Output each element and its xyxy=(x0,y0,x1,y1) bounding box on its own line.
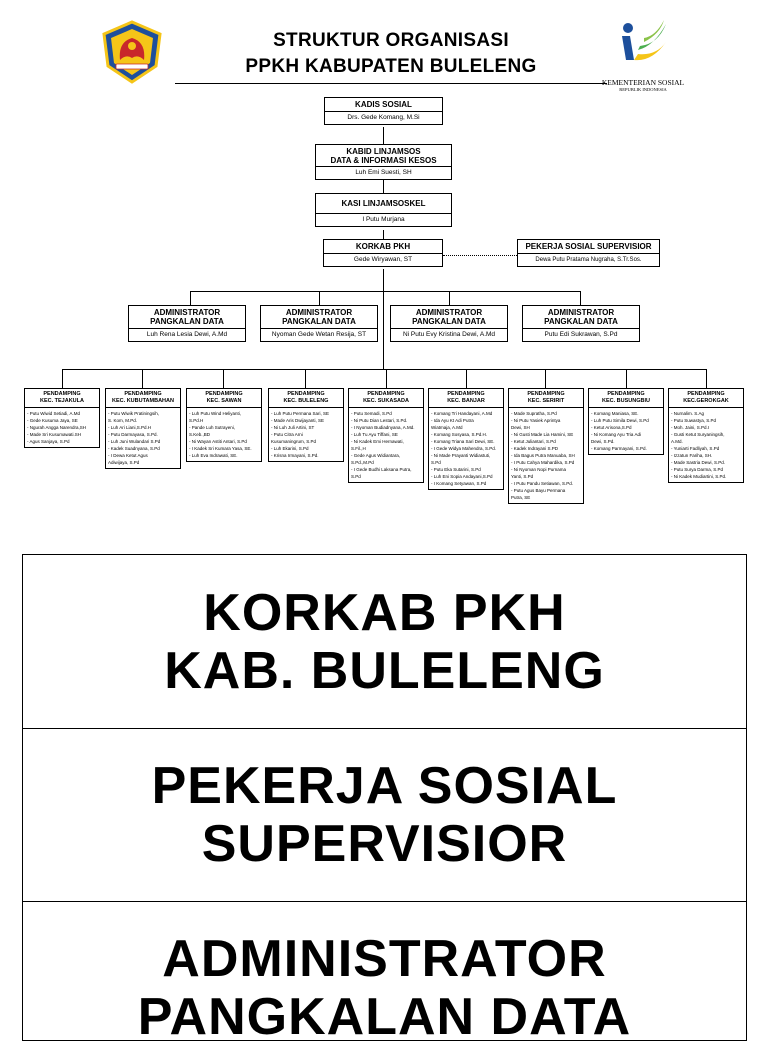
pendamping-member: - Putu Wiwid Setiadi, A.Md xyxy=(27,411,81,416)
pendamping-member-list xyxy=(106,408,180,468)
connector-line xyxy=(319,291,320,305)
pendamping-member: - I Putu Pandu Setiawan, S.Pd. xyxy=(511,481,574,486)
pendamping-title-line1: PENDAMPING xyxy=(287,391,325,397)
connector-line xyxy=(386,369,387,388)
admin-title-line1: ADMINISTRATOR xyxy=(285,308,353,317)
connector-line xyxy=(142,369,143,388)
pendamping-member: - I Komang Setyawan, S.Pd xyxy=(431,481,487,486)
kadis-sosial-box xyxy=(324,97,443,125)
pendamping-member-list xyxy=(187,408,261,461)
pendamping-box xyxy=(668,388,744,483)
pendamping-title-line1: PENDAMPING xyxy=(607,391,645,397)
pendamping-kecamatan: KEC.GEROKGAK xyxy=(683,398,729,404)
pendamping-member: - I Nyoman Budiadnyana, A.Md. xyxy=(351,425,415,430)
connector-line xyxy=(62,369,63,388)
pendamping-member: - Luh Ari Liani,S.Pd.H xyxy=(108,425,152,430)
pendamping-title-line1: PENDAMPING xyxy=(447,391,485,397)
pendamping-member: - Kadek Indrayani S.PD xyxy=(511,446,559,451)
connector-line xyxy=(190,291,581,292)
pendamping-member: - Ni Nyoman Nopi Purnama xyxy=(511,467,567,472)
pendamping-member: - Luh Putu Wind Heliyanti, xyxy=(189,411,242,416)
connector-line xyxy=(383,230,384,239)
pendamping-member: - Komang Tri Handayani, A.Md xyxy=(431,411,493,416)
pendamping-box xyxy=(348,388,424,483)
kadis-name: Drs. Gede Komang, M.Si xyxy=(347,114,420,121)
pendamping-member: - Luh Putu Simila Dewi, S.Pd xyxy=(591,418,649,423)
pendamping-member: S. Kom, M.Pd. xyxy=(108,418,138,423)
pendamping-member-list xyxy=(269,408,343,461)
pendamping-kecamatan: KEC. SAWAN xyxy=(206,398,242,404)
pendamping-member: - Ni Kadek Mudiartini, S.Pd. xyxy=(671,474,727,479)
pendamping-member: - Ni Komang Ayu Tria Adi xyxy=(591,432,641,437)
pendamping-member: - Gusti Ketut Suryaningsih, xyxy=(671,432,725,437)
dotted-connector xyxy=(443,255,517,256)
connector-line xyxy=(305,369,306,388)
pendamping-title-line1: PENDAMPING xyxy=(367,391,405,397)
connector-line xyxy=(466,369,467,388)
connector-line xyxy=(580,291,581,305)
pendamping-member: S.Pd.H xyxy=(189,418,204,423)
label-korkab xyxy=(22,554,747,729)
pendamping-member: - Yuniarti Fadliyah, S.Pd xyxy=(671,446,720,451)
kabid-box xyxy=(315,144,452,180)
pendamping-box xyxy=(588,388,664,455)
admin-name: Ni Putu Evy Kristina Dewi, A.Md xyxy=(402,331,496,338)
pendamping-box xyxy=(186,388,262,462)
connector-line xyxy=(545,369,546,388)
pendamping-member: - Ni Gusti Made Lia Hamini, SE xyxy=(511,432,574,437)
admin-name: Putu Edi Sukrawan, S.Pd xyxy=(544,331,618,338)
pendamping-box xyxy=(24,388,100,448)
pendamping-member-list xyxy=(509,408,583,503)
pendamping-member-list xyxy=(349,408,423,482)
buleleng-emblem xyxy=(98,20,166,84)
kadis-title: KADIS SOSIAL xyxy=(325,98,442,112)
pendamping-member: - Putu Darmayasa, S.Pd. xyxy=(108,432,158,437)
pendamping-member: - Ni Putu Dian Lestari, S.Pd. xyxy=(351,418,408,423)
pendamping-title-line1: PENDAMPING xyxy=(205,391,243,397)
connector-line xyxy=(383,127,384,144)
pendamping-member: - I Putu Cahya Mahardika, S.Pd xyxy=(511,460,575,465)
pendamping-member: - Putu Agus Bayu Permana xyxy=(511,488,566,493)
pendamping-member: S.Pd xyxy=(431,460,441,465)
korkab-title: KORKAB PKH xyxy=(324,240,442,254)
pendamping-member: - Ni Wayan Astiti Antari, S.Pd xyxy=(189,439,247,444)
pendamping-member: - Kadek Suadnyana, S.Pd xyxy=(108,446,160,451)
pendamping-member: S.Pd.,M.Pd xyxy=(351,460,374,465)
label-line2: SUPERVISIOR xyxy=(201,815,568,873)
pendamping-member: - Made Sastria Dewi, S.Pd. xyxy=(671,460,726,465)
kemensos-logo-text: KEMENTERIAN SOSIAL xyxy=(601,78,685,87)
admin-title-line2: PANGKALAN DATA xyxy=(150,317,224,326)
pendamping-member: - Komang Parmayani, S.Pd. xyxy=(591,446,647,451)
pendamping-member: S.Pd xyxy=(351,474,361,479)
pendamping-member: - I Gede Widya Mahendra, S.Pd. xyxy=(431,446,497,451)
pendamping-member: - Putu Eka Sutarini, S.Pd xyxy=(431,467,481,472)
pendamping-member: - Luh Ekarini, S.Pd xyxy=(271,446,309,451)
pendamping-member: - Luh Tu Ayu Tiffani, SE xyxy=(351,432,398,437)
admin-title-line2: PANGKALAN DATA xyxy=(412,317,486,326)
pendamping-kecamatan: KEC. SERIRIT xyxy=(527,398,565,404)
pendamping-title-line1: PENDAMPING xyxy=(687,391,725,397)
pendamping-member: - Gede Kusuma Jaya, SE xyxy=(27,418,78,423)
admin-name: Luh Rena Lesia Dewi, A.Md xyxy=(146,331,228,338)
pendamping-box xyxy=(508,388,584,504)
pendamping-member: - Komang Sosyasa, S.Pd.H. xyxy=(431,432,488,437)
admin-title-line1: ADMINISTRATOR xyxy=(153,308,221,317)
kasi-name: I Putu Murjana xyxy=(362,216,405,223)
pendamping-member: - Moh. Jaini, S.Pd.I xyxy=(671,425,710,430)
pendamping-member: - Made Aris Dwijayanti, SE xyxy=(271,418,325,423)
connector-line xyxy=(223,369,224,388)
pendamping-member: - Ida Ayu Kt Adi Putra xyxy=(431,418,474,423)
pendamping-member-list xyxy=(429,408,503,489)
label-line2: KAB. BULELENG xyxy=(164,641,605,700)
kasi-title: KASI LINJAMSOSKEL xyxy=(316,194,451,214)
pendamping-member: - Krisna Irmayani, S.Pd. xyxy=(271,453,319,458)
pendamping-member: - Komang Triana Sari Dewi, SE. xyxy=(431,439,495,444)
pendamping-kecamatan: KEC. BULELENG xyxy=(283,398,329,404)
kabid-title-line2: DATA & INFORMASI KESOS xyxy=(330,156,437,165)
pendamping-member: Wiatmaja, A.Md xyxy=(431,425,463,430)
label-line1: KORKAB PKH xyxy=(203,583,566,642)
pendamping-member: Adiwijaya, S.Pd xyxy=(108,460,140,465)
connector-line xyxy=(383,179,384,193)
pendamping-member: Dewi, S.Pd. xyxy=(591,439,615,444)
pendamping-member: - Luh Eva Indrawati, SE. xyxy=(189,453,238,458)
pendamping-kecamatan: KEC. TEJAKULA xyxy=(39,398,84,404)
admin-box xyxy=(260,305,378,342)
kabid-title-line1: KABID LINJAMSOS xyxy=(346,147,421,156)
pendamping-title-line1: PENDAMPING xyxy=(527,391,565,397)
pendamping-box xyxy=(268,388,344,462)
pendamping-member: - I Dewa Ketut Agus xyxy=(108,453,148,458)
label-supervisor xyxy=(22,728,747,902)
pendamping-member: - Made Sri Kusumawati.SH xyxy=(27,432,82,437)
pendamping-kecamatan: KEC. KUBUTAMBAHAN xyxy=(112,398,174,404)
pendamping-member: - Putu Surya Darma, S.Pd xyxy=(671,467,724,472)
label-line1: ADMINISTRATOR xyxy=(162,930,607,988)
pendamping-member: - Putu Citra Arni xyxy=(271,432,303,437)
pendamping-kecamatan: KEC. BUSUNGBIU xyxy=(602,398,650,404)
label-line1: PEKERJA SOSIAL xyxy=(151,757,618,815)
pendamping-member-list xyxy=(589,408,663,454)
pendamping-member: - Made Supratha, S.Pd xyxy=(511,411,557,416)
pendamping-member: - Putu Semadi, S.Pd xyxy=(351,411,392,416)
pendamping-kecamatan: KEC. SUKASADA xyxy=(363,398,409,404)
admin-box xyxy=(522,305,640,342)
pendamping-member: S.Fil.,H xyxy=(351,446,366,451)
document-title-line1: STRUKTUR ORGANISASI xyxy=(273,30,509,51)
connector-line xyxy=(190,291,191,305)
admin-title-line1: ADMINISTRATOR xyxy=(547,308,615,317)
pendamping-member: - Izzatun Fariha, SH. xyxy=(671,453,713,458)
pendamping-member: - Komang Maniasa, SE. xyxy=(591,411,639,416)
pendamping-member: S.Keb.,BD xyxy=(189,432,211,437)
pendamping-member: Putra, SE xyxy=(511,495,531,500)
pendamping-member-list xyxy=(25,408,99,447)
admin-title-line1: ADMINISTRATOR xyxy=(415,308,483,317)
pendamping-member: - Luh Eni Sopia Andayani,S.Pd xyxy=(431,474,493,479)
pendamping-member: A.Md. xyxy=(671,439,683,444)
pendamping-member: - Ni Putu Yasiek Aprintya xyxy=(511,418,561,423)
pendamping-member: - Luh Putu Permana Sari, SE xyxy=(271,411,330,416)
pendamping-member: - Ketut Juliantari, S.Pd xyxy=(511,439,556,444)
title-underline xyxy=(175,83,607,84)
kasi-box xyxy=(315,193,452,227)
connector-line xyxy=(626,369,627,388)
connector-line xyxy=(706,369,707,388)
label-line2: PANGKALAN DATA xyxy=(137,988,632,1041)
admin-box xyxy=(390,305,508,342)
pendamping-kecamatan: KEC. BANJAR xyxy=(447,398,485,404)
admin-title-line2: PANGKALAN DATA xyxy=(544,317,618,326)
kemensos-logo xyxy=(600,16,686,94)
pendamping-member: - Putu Suwastya, S.Pd xyxy=(671,418,717,423)
supervisor-title: PEKERJA SOSIAL SUPERVISIOR xyxy=(518,240,659,254)
admin-title-line2: PANGKALAN DATA xyxy=(282,317,356,326)
pendamping-title-line1: PENDAMPING xyxy=(124,391,162,397)
korkab-box xyxy=(323,239,443,267)
pendamping-member: Yanti, S.Pd xyxy=(511,474,534,479)
admin-name: Nyoman Gede Wetan Resija, ST xyxy=(271,331,367,338)
pendamping-member: - Ni Kadek Emi Hernawati, xyxy=(351,439,404,444)
connector-line xyxy=(449,291,450,305)
admin-box xyxy=(128,305,246,342)
pendamping-member: - Putu Wiwik Pratiningsih, xyxy=(108,411,160,416)
pendamping-member: - Luh Juni Wulandari S.Pd xyxy=(108,439,161,444)
pendamping-title-line1: PENDAMPING xyxy=(43,391,81,397)
pendamping-member: - Ketut Arisona,S.Pd xyxy=(591,425,632,430)
pendamping-member: - Agus Sanjaya, S.Pd xyxy=(27,439,70,444)
label-administrator xyxy=(22,901,747,1041)
supervisor-box xyxy=(517,239,660,267)
pendamping-member: Kusumaningrum, S.Pd xyxy=(271,439,317,444)
pendamping-member: - Nurnalim. S.Ag xyxy=(671,411,705,416)
pendamping-box xyxy=(105,388,181,469)
kemensos-logo-subtext: REPUBLIK INDONESIA xyxy=(619,87,667,92)
pendamping-member: - I Gede Budhi Laksana Putra, xyxy=(351,467,412,472)
pendamping-member: - Ngurah Angga Narendra,SH xyxy=(27,425,87,430)
pendamping-member: - Ni Made Prayanti Widiastuti, xyxy=(431,453,491,458)
pendamping-member: - I Kadek Sri Kumara Yasa, SE. xyxy=(189,446,252,451)
kabid-name: Luh Emi Suesti, SH xyxy=(355,169,412,176)
korkab-name: Gede Wiryawan, ST xyxy=(353,256,413,263)
pendamping-member: - Ida Bagus Putra Manuaba, SH xyxy=(511,453,575,458)
connector-line xyxy=(62,369,707,370)
pendamping-box xyxy=(428,388,504,490)
supervisor-name: Dewa Putu Pratama Nugraha, S.Tr.Sos. xyxy=(535,257,642,263)
document-title-line2: PPKH KABUPATEN BULELENG xyxy=(245,56,537,77)
connector-line xyxy=(383,269,384,369)
pendamping-member: - Gede Agus Widiantara, xyxy=(351,453,401,458)
pendamping-member: Dewi, SH xyxy=(511,425,530,430)
pendamping-member: - Ni Luh Juli Artini, ST xyxy=(271,425,315,430)
pendamping-member: - Pande Luh Sutrayeni, xyxy=(189,425,236,430)
pendamping-member-list xyxy=(669,408,743,482)
